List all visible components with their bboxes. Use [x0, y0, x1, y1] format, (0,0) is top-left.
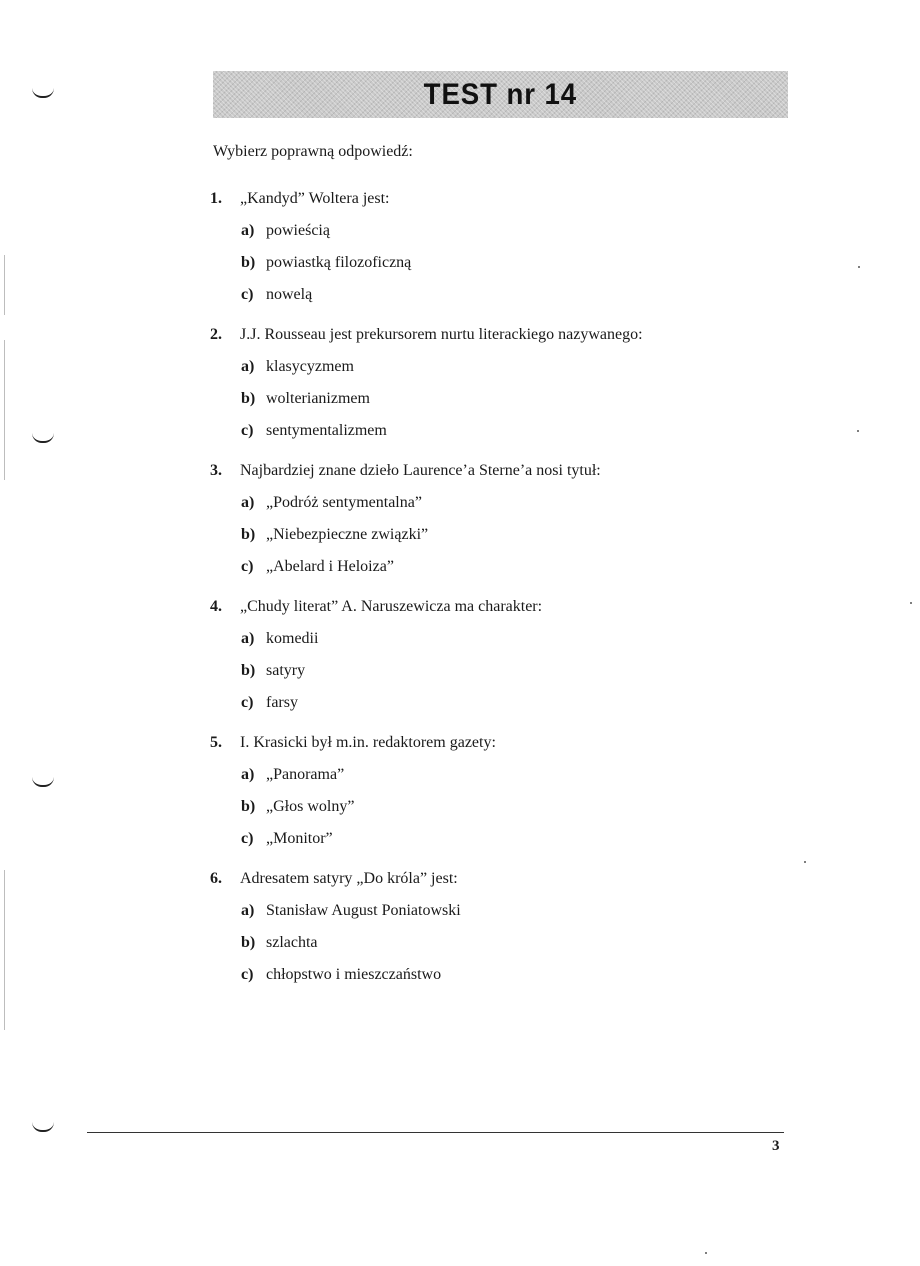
option-letter: a): [241, 766, 255, 783]
question-text: I. Krasicki był m.in. redaktorem gazety:: [240, 734, 496, 751]
answer-option[interactable]: [241, 759, 770, 791]
question-row: [210, 727, 770, 759]
option-text: komedii: [266, 630, 319, 647]
option-text: „Podróż sentymentalna”: [266, 494, 422, 511]
option-letter: c): [241, 286, 254, 303]
binder-hole-mark: [32, 433, 54, 443]
answer-option[interactable]: [241, 487, 770, 519]
question-text: „Kandyd” Woltera jest:: [240, 190, 390, 207]
question-number: 6.: [210, 870, 222, 887]
option-letter: a): [241, 902, 255, 919]
test-header-banner: [213, 71, 788, 118]
binder-hole-mark: [32, 777, 54, 787]
answer-options: [241, 759, 770, 855]
option-letter: b): [241, 526, 256, 543]
option-text: klasycyzmem: [266, 358, 354, 375]
option-text: nowelą: [266, 286, 313, 303]
answer-options: [241, 487, 770, 583]
option-text: wolterianizmem: [266, 390, 370, 407]
option-text: sentymentalizmem: [266, 422, 387, 439]
answer-option[interactable]: [241, 959, 770, 991]
question-number: 3.: [210, 462, 222, 479]
option-text: „Abelard i Heloiza”: [266, 558, 394, 575]
question-text: Najbardziej znane dzieło Laurence’a Sterne’a nosi tytuł:: [240, 462, 601, 479]
instruction-text: Wybierz poprawną odpowiedź:: [213, 143, 413, 160]
question-list: [210, 183, 770, 999]
question-row: [210, 455, 770, 487]
question-row: [210, 863, 770, 895]
scan-speck: [857, 430, 859, 432]
option-text: „Głos wolny”: [266, 798, 355, 815]
question-4: [210, 591, 770, 719]
answer-option[interactable]: [241, 215, 770, 247]
option-letter: a): [241, 358, 255, 375]
scan-speck: [804, 861, 806, 863]
answer-option[interactable]: [241, 383, 770, 415]
test-title: TEST nr 14: [423, 77, 578, 111]
binder-hole-mark: [32, 88, 54, 98]
question-row: [210, 591, 770, 623]
answer-option[interactable]: [241, 279, 770, 311]
question-1: [210, 183, 770, 311]
option-letter: c): [241, 694, 254, 711]
question-number: 1.: [210, 190, 222, 207]
answer-option[interactable]: [241, 895, 770, 927]
option-text: „Monitor”: [266, 830, 333, 847]
answer-option[interactable]: [241, 927, 770, 959]
option-letter: a): [241, 494, 255, 511]
scan-speck: [705, 1252, 707, 1254]
option-text: Stanisław August Poniatowski: [266, 902, 461, 919]
answer-option[interactable]: [241, 551, 770, 583]
answer-option[interactable]: [241, 351, 770, 383]
answer-option[interactable]: [241, 247, 770, 279]
answer-option[interactable]: [241, 623, 770, 655]
question-text: J.J. Rousseau jest prekursorem nurtu literackiego nazywanego:: [240, 326, 643, 343]
option-letter: c): [241, 830, 254, 847]
question-row: [210, 319, 770, 351]
answer-option[interactable]: [241, 791, 770, 823]
option-text: farsy: [266, 694, 298, 711]
answer-option[interactable]: [241, 823, 770, 855]
scan-edge-line: [4, 255, 5, 315]
option-text: satyry: [266, 662, 306, 679]
option-text: „Panorama”: [266, 766, 345, 783]
option-text: szlachta: [266, 934, 318, 951]
answer-option[interactable]: [241, 655, 770, 687]
answer-option[interactable]: [241, 687, 770, 719]
scan-edge-line: [4, 870, 5, 1030]
question-2: [210, 319, 770, 447]
option-letter: b): [241, 662, 256, 679]
option-text: powieścią: [266, 222, 330, 239]
answer-option[interactable]: [241, 519, 770, 551]
question-row: [210, 183, 770, 215]
question-text: „Chudy literat” A. Naruszewicza ma charakter:: [240, 598, 543, 615]
option-letter: b): [241, 798, 256, 815]
page-number: 3: [772, 1138, 780, 1154]
footer-rule: [87, 1132, 784, 1133]
answer-options: [241, 215, 770, 311]
scan-edge-line: [4, 340, 5, 480]
option-letter: b): [241, 390, 256, 407]
question-5: [210, 727, 770, 855]
answer-options: [241, 351, 770, 447]
option-text: „Niebezpieczne związki”: [266, 526, 429, 543]
answer-option[interactable]: [241, 415, 770, 447]
option-letter: b): [241, 254, 256, 271]
scan-speck: [910, 602, 912, 604]
option-text: chłopstwo i mieszczaństwo: [266, 966, 442, 983]
option-letter: c): [241, 422, 254, 439]
binder-hole-mark: [32, 1122, 54, 1132]
question-number: 5.: [210, 734, 222, 751]
question-6: [210, 863, 770, 991]
question-number: 4.: [210, 598, 222, 615]
option-letter: c): [241, 558, 254, 575]
question-text: Adresatem satyry „Do króla” jest:: [240, 870, 458, 887]
option-letter: a): [241, 222, 255, 239]
option-text: powiastką filozoficzną: [266, 254, 412, 271]
answer-options: [241, 623, 770, 719]
option-letter: c): [241, 966, 254, 983]
scan-speck: [858, 266, 860, 268]
option-letter: b): [241, 934, 256, 951]
option-letter: a): [241, 630, 255, 647]
answer-options: [241, 895, 770, 991]
question-3: [210, 455, 770, 583]
question-number: 2.: [210, 326, 222, 343]
